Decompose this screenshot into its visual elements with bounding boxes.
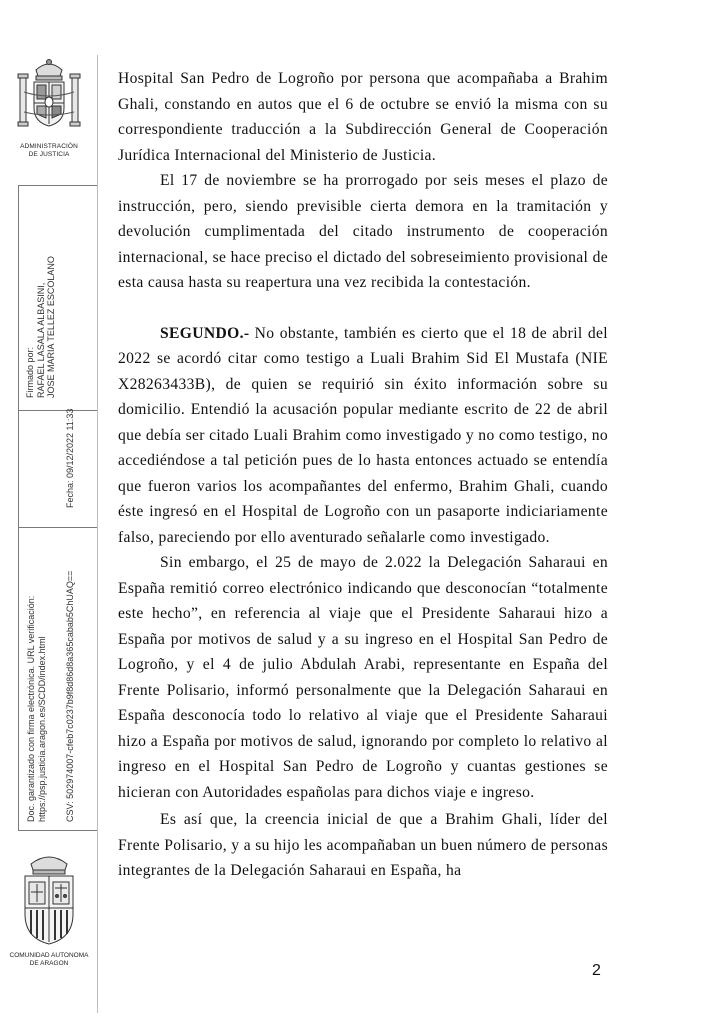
aragon-coat-of-arms-icon: [17, 848, 81, 948]
document-body: [118, 66, 608, 884]
left-margin-sidebar: [0, 0, 98, 1024]
signature-divider: [18, 410, 97, 411]
page-number: 2: [592, 962, 601, 979]
paragraph-delegacion: Sin embargo, el 25 de mayo de 2.022 la Delegación Saharaui en España remitió correo electrónico indicando que desconocían “totalmente este hecho”, en referencia al viaje que el Presidente Saharaui hizo a España por motivos de salud y a su ingreso en el Hospital San Pedro de Logroño, y el 4 de julio Abdulah Arabi, representante en España del Frente Polisario, informó personalmente que la Delegación Saharaui en España desconocía todo lo relativo al viaje que el Presidente Saharaui hizo a España por motivos de salud, ignorando por completo lo relativo al ingreso en el Hospital San Pedro de Logroño y cuantas gestiones se hicieran con Autoridades españolas para dichos viaje e ingreso.: [118, 554, 608, 801]
paragraph-creencia: Es así que, la creencia inicial de que a Brahim Ghali, líder del Frente Polisario, y a su hijo les acompañaban un buen número de personas integrantes de la Delegación Saharaui en España, ha: [118, 811, 608, 879]
csv-code: CSV: 502974007-cfeb7c0237b9f8d86d8a365cabab5ChUAQ==: [65, 570, 75, 822]
signed-by-text: Firmado por: RAFAEL LASALA ALBASINI, JOSE MARIA TELLEZ ESCOLANO: [25, 256, 56, 398]
paragraph-segundo-text: No obstante, también es cierto que el 18 de abril del 2022 se acordó citar como testigo a Luali Brahim Sid El Mustafa (NIE X28263433B), de quien se requirió sin éxito información sobre su domicilio. Entendió la acusación popular mediante escrito de 22 de abril que debía ser citado Luali Brahim como investigado y no como testigo, no accediéndose a tal petición pues de lo hasta entonces actuado se entendía que fueron varios los acompañantes del enfermo, Brahim Ghali, cuando éste ingresó en el Hospital de Logroño con un pasaporte indiciariamente falso, pareciendo por ello aventurado señalarle como investigado.: [118, 324, 608, 546]
signature-date: Fecha: 09/12/2022 11:33: [65, 408, 75, 508]
spanish-coat-of-arms-icon: [14, 56, 84, 140]
verification-url-text: Doc. garantizado con firma electrónica. URL verificación: https://psp.justicia.aragon.es/SCDD/index.html: [26, 595, 47, 822]
administracion-de-justicia-label: ADMINISTRACIÓN DE JUSTICIA: [20, 143, 78, 158]
signature-divider: [18, 527, 97, 528]
margin-rule: [97, 55, 98, 1013]
paragraph-continuation: Hospital San Pedro de Logroño por persona que acompañaba a Brahim Ghali, constando en autos que el 6 de octubre se envió la misma con su correspondiente traducción a la Subdirección General de Cooperación Jurídica Internacional del Ministerio de Justicia.: [118, 70, 608, 164]
comunidad-autonoma-label: COMUNIDAD AUTONOMA DE ARAGON: [9, 952, 89, 967]
paragraph-prorroga: El 17 de noviembre se ha prorrogado por seis meses el plazo de instrucción, pero, siendo previsible cierta demora en la tramitación y devolución cumplimentada del citado instrumento de cooperación internacional, se hace preciso el dictado del sobreseimiento provisional de esta causa hasta su reapertura una vez recibida la contestación.: [118, 172, 608, 291]
paragraph-segundo: [118, 321, 608, 551]
section-heading-segundo: SEGUNDO.-: [160, 324, 250, 342]
